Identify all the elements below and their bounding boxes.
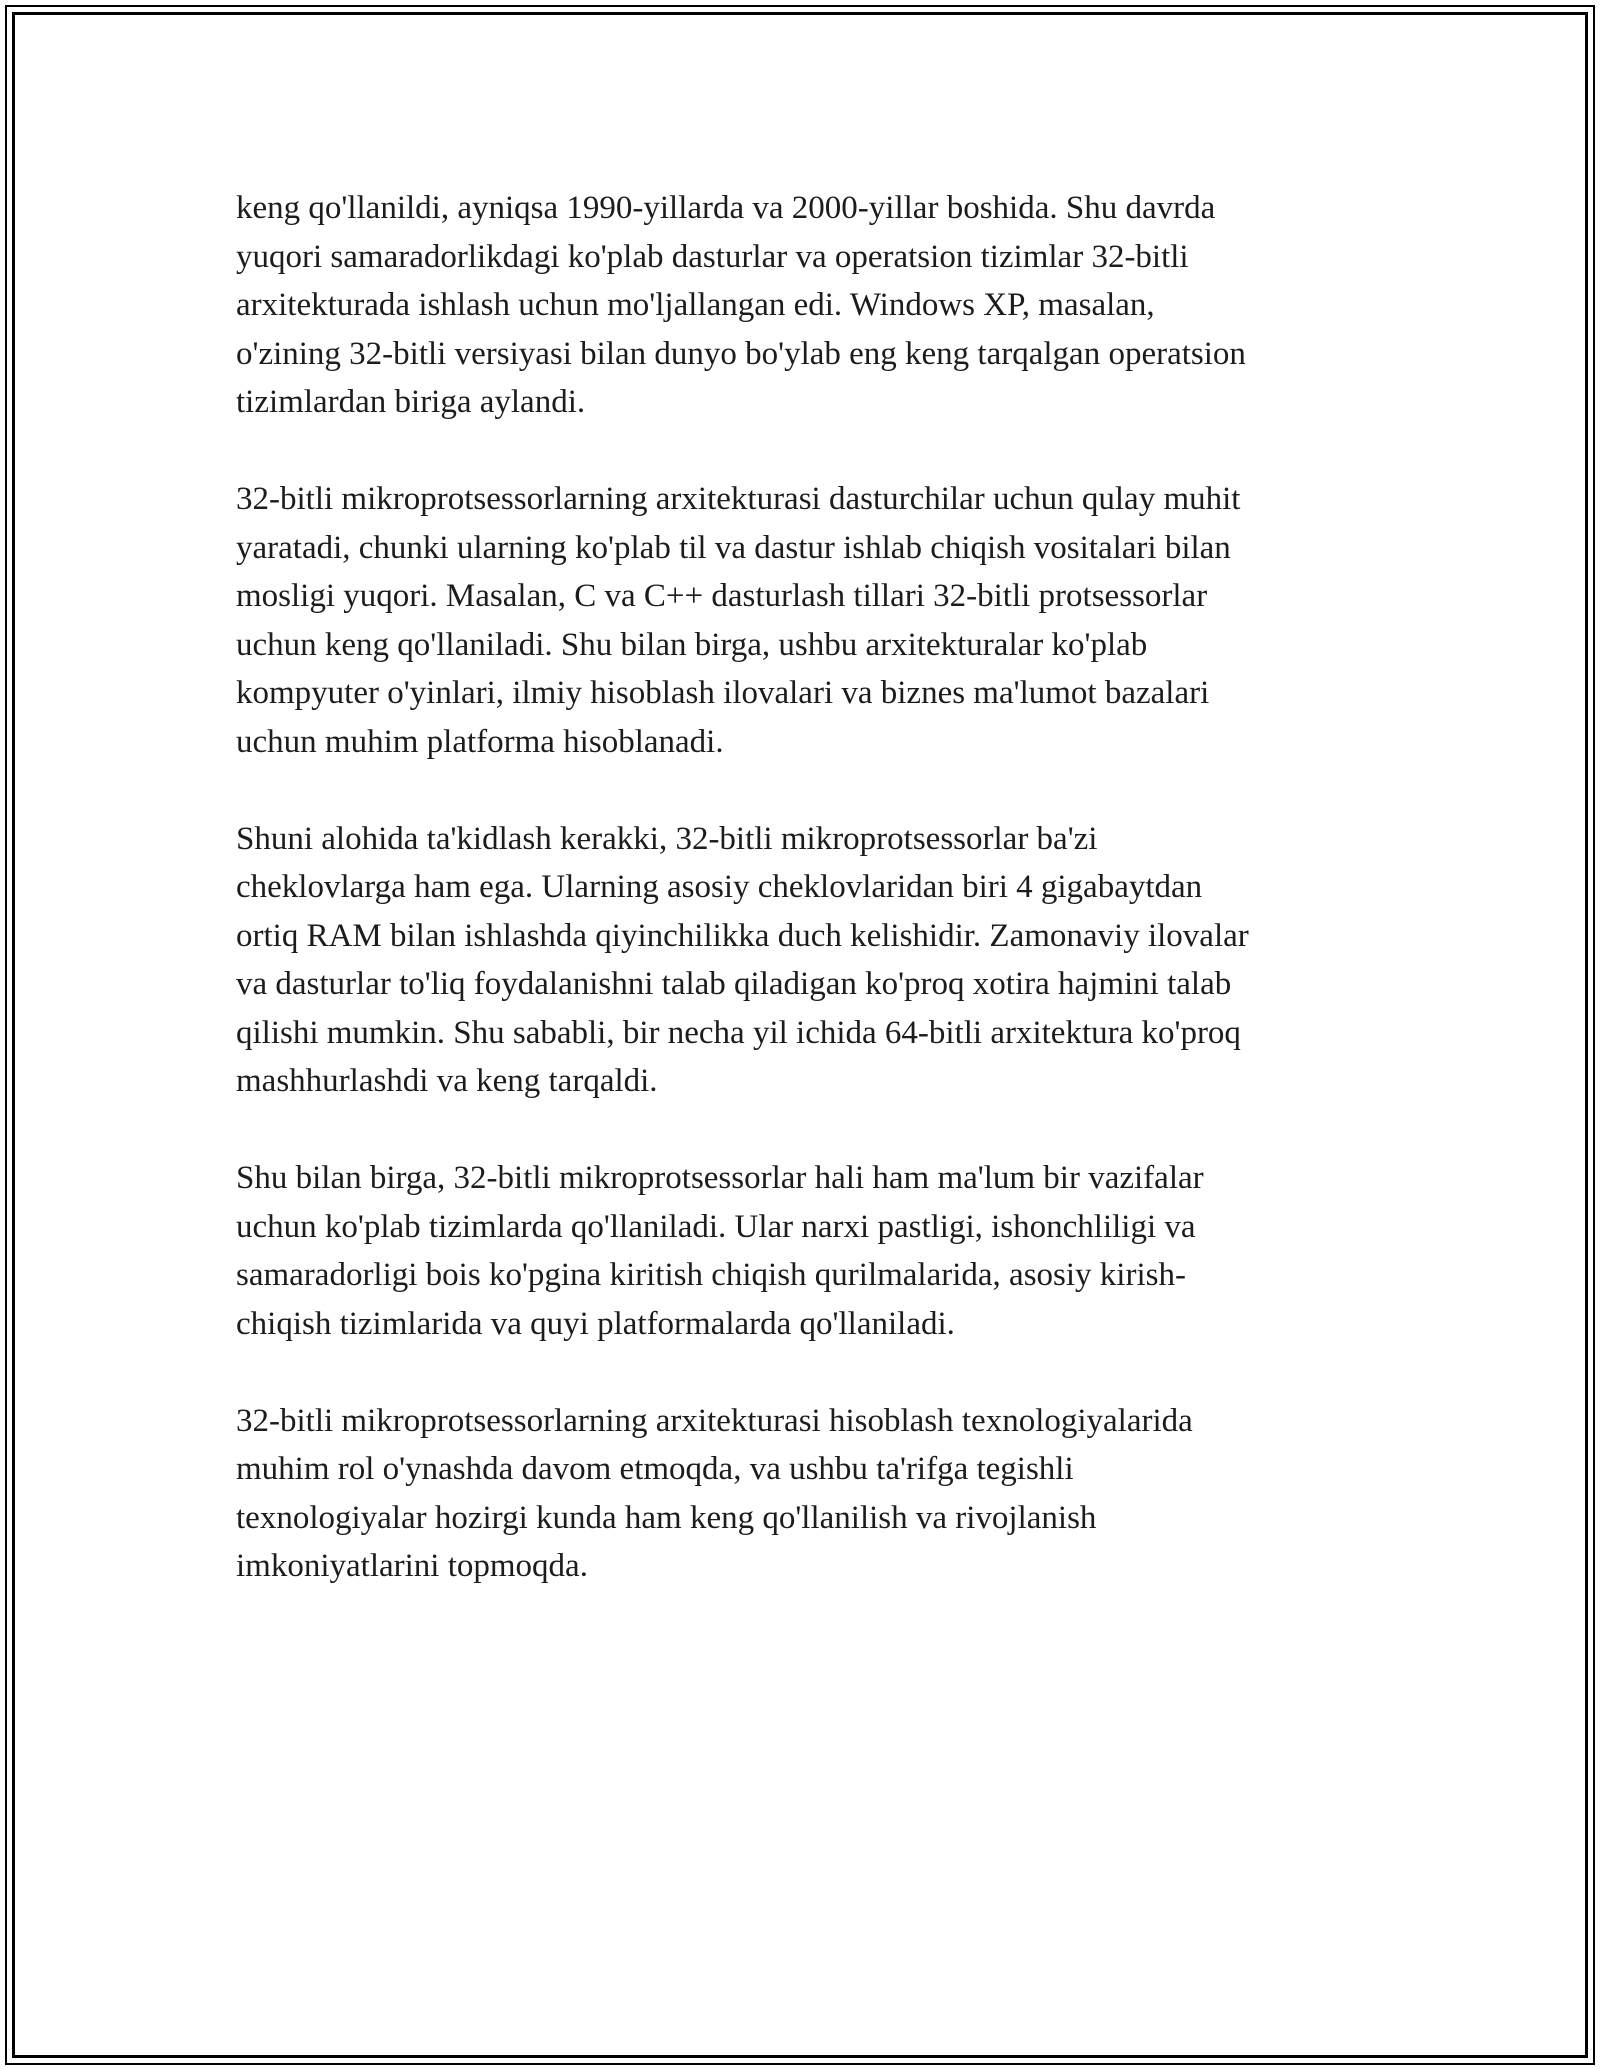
paragraph-2: 32-bitli mikroprotsessorlarning arxitekturasi dasturchilar uchun qulay muhit yaratadi, chunki ularning ko'plab til va dastur ishlab chiqish vositalari bilan mosligi yuqori. Masalan, C va C++ dasturlash tillari 32-bitli protsessorlar uchun keng qo'llaniladi. Shu bilan birga, ushbu arxitekturalar ko'plab kompyuter o'yinlari, ilmiy hisoblash ilovalari va biznes ma'lumot bazalari uchun muhim platforma hisoblanadi. [236,481,1241,760]
document-body [236,184,1386,1591]
paragraph-4: Shu bilan birga, 32-bitli mikroprotsessorlar hali ham ma'lum bir vazifalar uchun ko'plab tizimlarda qo'llaniladi. Ular narxi pastligi, ishonchliligi va samaradorligi bois ko'pgina kiritish chiqish qurilmalarida, asosiy kirish- chiqish tizimlarida va quyi platformalarda qo'llaniladi. [236,1160,1204,1342]
paragraph-3: Shuni alohida ta'kidlash kerakki, 32-bitli mikroprotsessorlar ba'zi cheklovlarga ham ega. Ularning asosiy cheklovlaridan biri 4 gigabaytdan ortiq RAM bilan ishlashda qiyinchilikka duch kelishidir. Zamonaviy ilovalar va dasturlar to'liq foydalanishni talab qiladigan ko'proq xotira hajmini talab qilishi mumkin. Shu sababli, bir necha yil ichida 64-bitli arxitektura ko'proq mashhurlashdi va keng tarqaldi. [236,820,1249,1099]
paragraph-5: 32-bitli mikroprotsessorlarning arxitekturasi hisoblash texnologiyalarida muhim rol o'ynashda davom etmoqda, va ushbu ta'rifga tegishli texnologiyalar hozirgi kunda ham keng qo'llanilish va rivojlanish imkoniyatlarini topmoqda. [236,1402,1193,1584]
paragraph-1: keng qo'llanildi, ayniqsa 1990-yillarda va 2000-yillar boshida. Shu davrda yuqori samaradorlikdagi ko'plab dasturlar va operatsion tizimlar 32-bitli arxitekturada ishlash uchun mo'ljallangan edi. Windows XP, masalan, o'zining 32-bitli versiyasi bilan dunyo bo'ylab eng keng tarqalgan operatsion tizimlardan biriga aylandi. [236,190,1246,420]
